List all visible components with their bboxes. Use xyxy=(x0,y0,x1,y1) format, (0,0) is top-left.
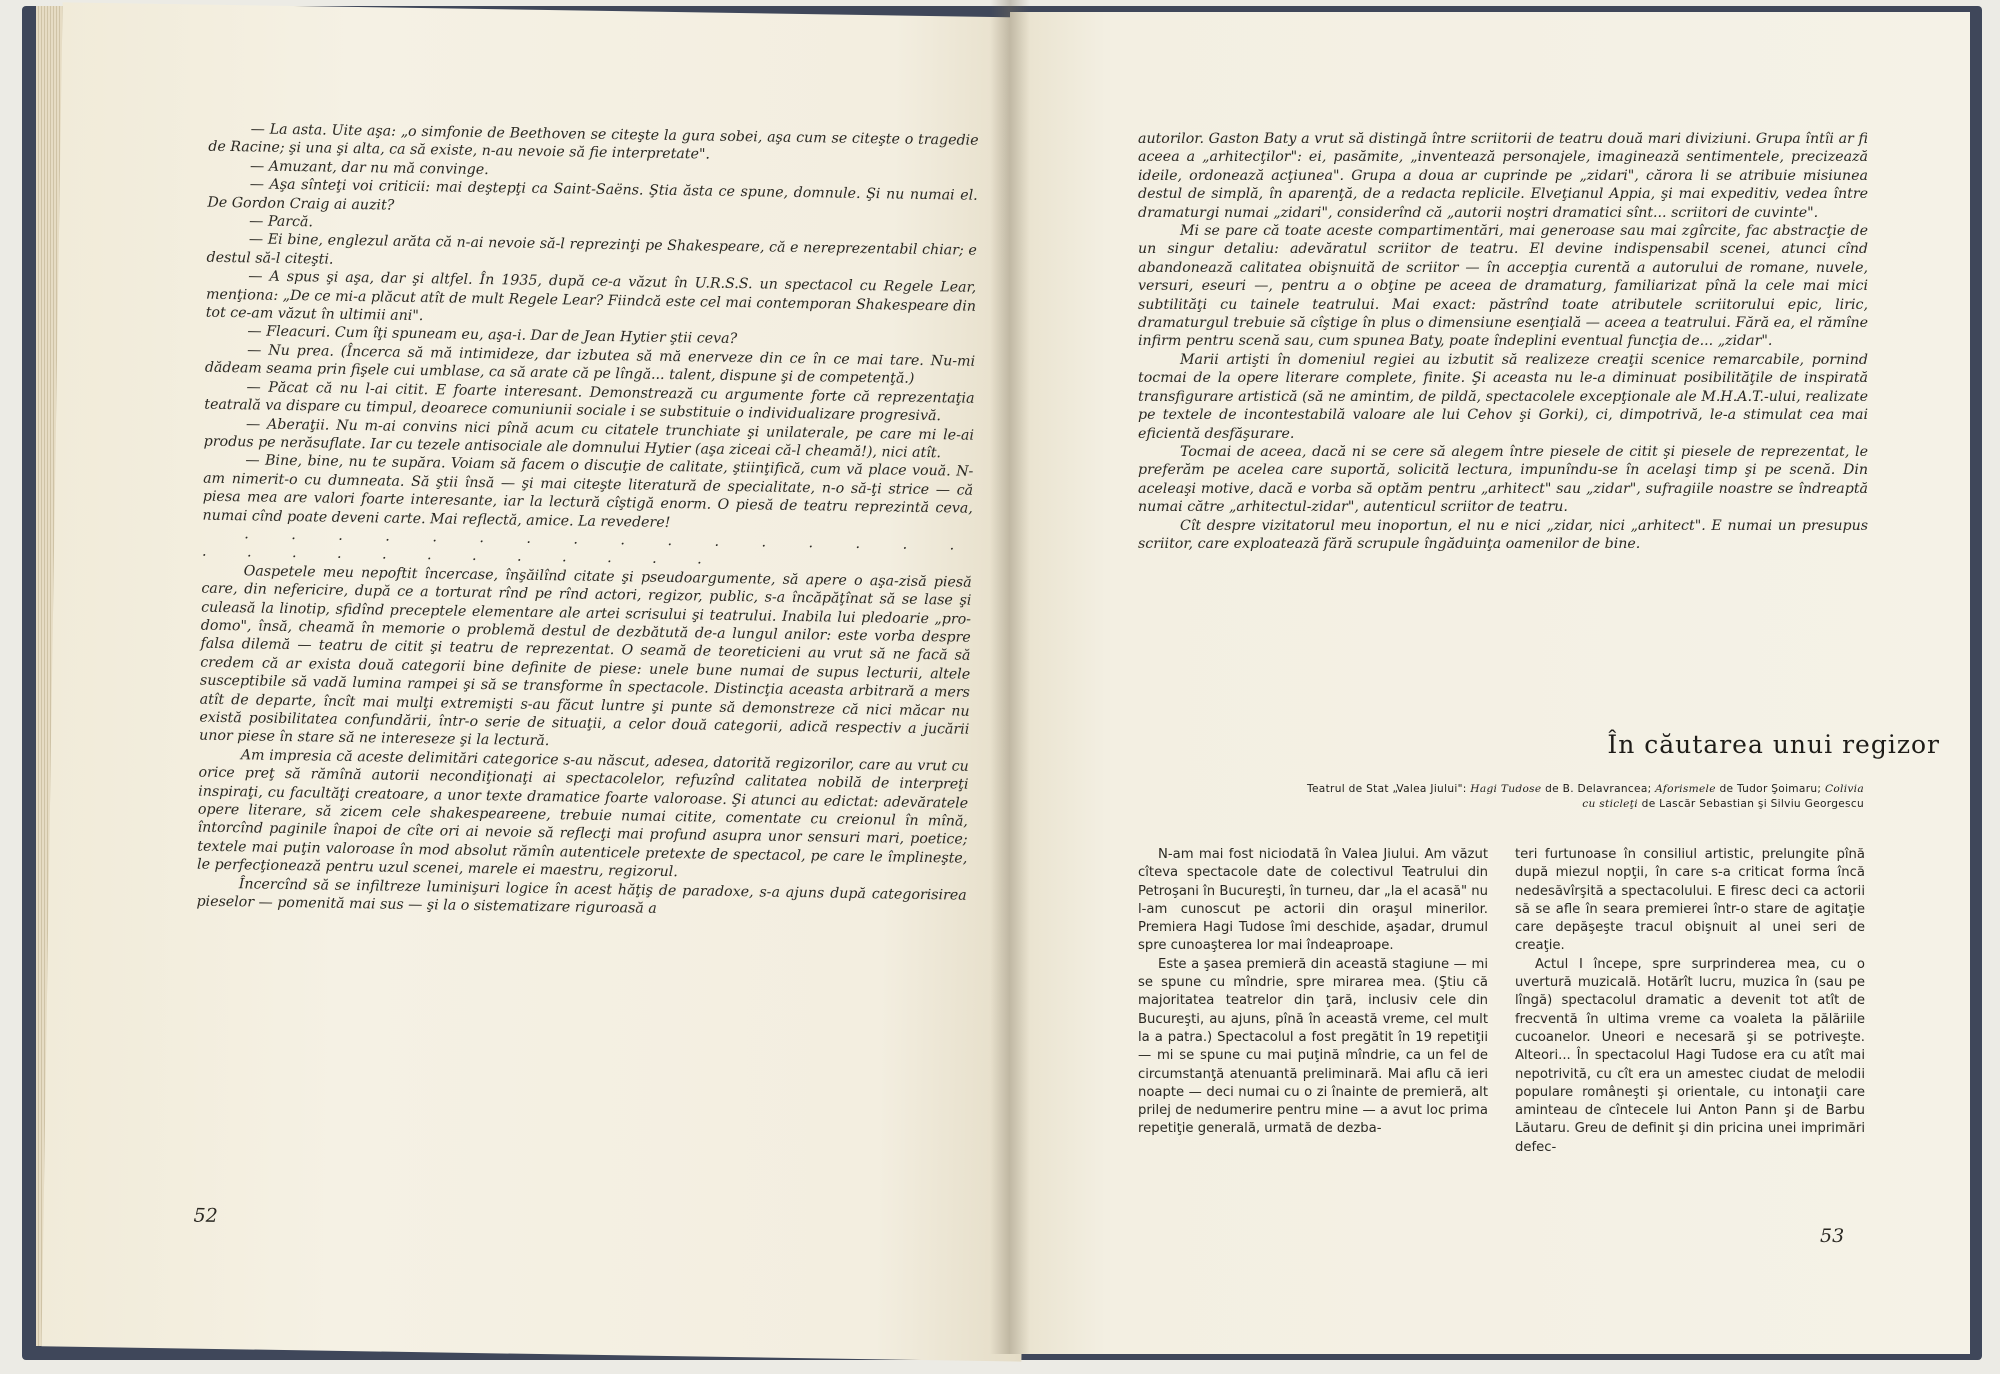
subtitle-play-title: Aforismele xyxy=(1655,783,1716,795)
right-page-text xyxy=(1138,130,1868,553)
dialogue-paragraph: — Fleacuri. Cum îţi spuneam eu, aşa-i. Dar de Jean Hytier ştii ceva? xyxy=(247,323,738,348)
page-number-right: 53 xyxy=(1820,1225,1845,1247)
article-paragraph: Actul I începe, spre surprinderea mea, cu o uvertură muzicală. Hotărît lucru, muzica în (sau pe lîngă) spectacolul dramatic a devenit tot atît de frecventă în ultima vreme ca voaleta la pălăriile cucoanelor. Uneori e necesară şi se potriveşte. Alteori... În spectacolul Hagi Tudose era cu atît mai nepotrivită, cu cît era un amestec ciudat de melodii populare româneşti şi orientale, cu intonaţii care aminteau de cîntecele lui Anton Pann şi de Barbu Lăutaru. Greu de definit şi din pricina unei imprimări defec- xyxy=(1515,956,1865,1155)
dialogue-paragraph: — Ei bine, englezul arăta că n-ai nevoie să-l reprezinţi pe Shakespeare, că e nereprezentabil chiar; e destul să-l citeşti. xyxy=(206,231,977,268)
body-paragraph: Încercînd să se infiltreze luminişuri logice în acest hăţiş de paradoxe, s-a ajuns după categorisirea pieselor — pomenită mai sus — şi la o sistematizare riguroasă a xyxy=(196,875,967,917)
dialogue-paragraph: — Amuzant, dar nu mă convinge. xyxy=(249,158,489,178)
body-paragraph: Tocmai de aceea, dacă ni se cere să alegem între piesele de citit şi piesele de reprezentat, le preferăm pe acelea care suportă, solicită lectura, impunîndu-se în acelaşi timp şi pe scenă. Din aceleaşi motive, dacă e vorba să optăm pentru „arhitect" sau „zidar", sufragiile noastre se îndreaptă numai către „arhitectul-zidar", autenticul scriitor de teatru. xyxy=(1138,443,1868,516)
subtitle-play-title: Colivia xyxy=(1824,783,1864,795)
article-title: În căutarea unui regizor xyxy=(1607,730,1940,759)
article-column-2 xyxy=(1515,846,1865,1157)
page-number-left: 52 xyxy=(193,1204,218,1227)
left-page-text xyxy=(196,120,978,923)
body-paragraph: Marii artişti în domeniul regiei au izbutit să realizeze creaţii scenice remarcabile, pornind tocmai de la opere literare complete, finite. Şi aceasta nu le-a diminuat posibilităţile de inspirată transfigurare artistică (să ne amintim, de pildă, spectacolele excepţionale ale M.H.A.T.-ului, realizate pe textele de incontestabilă valoare ale lui Cehov şi Gorki), ci, dimpotrivă, le-a stimulat cea mai eficientă desfăşurare. xyxy=(1138,351,1868,442)
body-paragraph: Am impresia că aceste delimitări categorice s-au născut, adesea, datorită regizorilor, care au vrut cu orice preţ să rămînă autorii necondiţionaţi ai spectacolelor, refuzînd calitatea nobilă de interpreţi inspiraţi, cu facultăţi creatoare, a unor texte dramatice foarte valoroase. Şi atunci au edictat: adevăratele opere literare, să zicem cele shakespeareene, trebuie numai citite, comentate cu creionul în mînă, întorcînd paginile înapoi de cîte ori ai nevoie să reflecţi mai profund asupra unor sensuri mari, poetice; textele mai puţin valoroase în mod absolut rămîn autenticele pretexte de spectacol, pe care le împlineşte, le perfecţionează pentru uzul scenei, marele ei maestru, regizorul. xyxy=(196,747,969,881)
dialogue-paragraph: — Aşa sînteţi voi criticii: mai deştepţi ca Saint-Saëns. Ştia ăsta ce spune, domnule. Şi nu numai el. De Gordon Craig ai auzit? xyxy=(207,176,978,214)
subtitle-play-title: Hagi Tudose xyxy=(1470,783,1542,795)
left-page xyxy=(42,2,1043,1361)
article-subtitle xyxy=(1132,782,1864,812)
dialogue-paragraph: — Aberaţii. Nu m-ai convins nici pînă acum cu citatele trunchiate şi unilaterale, pe care mi le-ai produs pe nerăsuflate. Iar cu tezele antisociale ale domnului Hytier (aşa ziceai că-l cheamă!), nici atît. xyxy=(203,415,975,462)
dialogue-paragraph: — La asta. Uite aşa: „o simfonie de Beethoven se citeşte la gura sobei, aşa cum se citeşte o tragedie de Racine; şi una şi alta, ca să existe, n-au nevoie să fie interpretate". xyxy=(208,121,979,163)
article-paragraph: N-am mai fost niciodată în Valea Jiului. Am văzut cîteva spectacole date de colectivul Teatrului din Petroşani în Bucureşti, în turneu, dar „la el acasă" nu l-am cunoscut pe actorii din oraşul minerilor. Premiera Hagi Tudose îmi deschide, aşadar, drumul spre cunoaşterea lor mai îndeaproape. xyxy=(1138,847,1488,954)
subtitle-play-title: cu sticleţi xyxy=(1582,798,1638,810)
subtitle-part: de Tudor Şoimaru; xyxy=(1715,783,1825,795)
dialogue-paragraph: — Nu prea. (Încerca să mă intimideze, dar izbutea să mă enerveze din ce în ce mai tare. Nu-mi dădeam seama prin fişele cui umblase, ca să arate că pe lîngă... talent, dispune şi de competenţă.) xyxy=(204,342,976,388)
right-page xyxy=(1010,12,1970,1354)
section-separator-dots: . . . . . . . . . . . . . . . . . . . . . . . . . . . . xyxy=(201,526,973,569)
dialogue-paragraph: — A spus şi aşa, dar şi altfel. În 1935, după ce-a văzut în U.R.S.S. un spectacol cu Regele Lear, menţiona: „De ce mi-a plăcut atît de mult Regele Lear? Fiindcă este cel mai contemporan Shakespeare din tot ce-am văzut în ultimii ani". xyxy=(205,268,977,325)
subtitle-part: de Lascăr Sebastian şi Silviu Georgescu xyxy=(1638,798,1864,810)
body-paragraph: Oaspetele meu nepoftit încercase, înşăilînd citate şi pseudoargumente, să apere o aşa-zisă piesă care, din nefericire, după ce a torturat rînd pe rînd actori, regizor, public, s-a încăpăţînat să se lase şi culeasă la linotip, sfidînd preceptele elementare ale artei scrisului şi teatrului. Inabila lui pledoarie „pro-domo", însă, cheamă în memorie o problemă destul de dezbătută de-a lungul anilor: este vorba despre falsa dilemă — teatru de citit şi teatru de reprezentat. O seamă de teoreticieni au vrut să ne facă să credem că ar exista două categorii bine definite de piese: unele bune numai de supus lecturii, altele susceptibile să vadă lumina rampei şi să se transforme în spectacole. Distincţia aceasta arbitrară a mers atît de departe, încît mai mulţi extremişti s-au făcut luntre şi punte să demonstreze că nici măcar nu există posibilitatea confundării, într-o serie de situaţii, a celor două categorii, adică respectiv a jucării unor piese în stare să ne intereseze şi la lectură. xyxy=(198,563,972,750)
subtitle-line-1 xyxy=(1132,782,1864,797)
body-paragraph: Cît despre vizitatorul meu inoportun, el nu e nici „zidar, nici „arhitect". E numai un presupus scriitor, care exploatează fără scrupule îngăduinţa oamenilor de bine. xyxy=(1138,517,1868,552)
dialogue-paragraph: — Bine, bine, nu te supăra. Voiam să facem o discuţie de calitate, ştiinţifică, cum vă place vouă. N-am nimerit-o cu dumneata. Să ştii însă — şi mai citeşte literatură de specialitate, n-o să-ţi strice — că piesa mea are valori foarte interesante, iar la lectură cîştigă enorm. O piesă de teatru reprezintă ceva, numai cînd poate deveni carte. Mai reflectă, amice. La revedere! xyxy=(202,452,974,531)
article-paragraph: Este a şasea premieră din această stagiune — mi se spune cu mîndrie, spre mirarea mea. (Ştiu că majoritatea teatrelor din ţară, inclusiv cele din Bucureşti, au ajuns, pînă în această vreme, cel mult la a patra.) Spectacolul a fost pregătit în 19 repetiţii — mi se spune cu mai puţină mîndrie, ca un fel de circumstanţă atenuantă preliminară. Mai aflu că ieri noapte — deci numai cu o zi înainte de premieră, alt prilej de nedumerire pentru mine — a avut loc prima repetiţie generală, urmată de dezba- xyxy=(1138,956,1488,1137)
subtitle-part: Teatrul de Stat „Valea Jiului": xyxy=(1307,783,1471,795)
subtitle-part: de B. Delavrancea; xyxy=(1541,783,1656,795)
dialogue-paragraph: — Păcat că nu l-ai citit. E foarte interesant. Demonstrează cu argumente forte că reprezentaţia teatrală va dispare cu timpul, deoarece comuniunii sociale i se substituie o individualizare progresivă. xyxy=(204,379,975,425)
subtitle-line-2 xyxy=(1132,797,1864,812)
body-paragraph: Mi se pare că toate aceste compartimentări, mai generoase sau mai zgîrcite, fac abstracţie de un singur detaliu: adevăratul scriitor de teatru. El devine indispensabil scenei, atunci cînd abandonează calitatea obişnuită de scriitor — în accepţia curentă a autorului de romane, nuvele, versuri, eseuri —, pentru a o obţine pe aceea de dramaturg, familiarizat pînă la cele mai mici subtilităţi cu tainele teatrului. Mai exact: păstrînd toate atributele scriitorului epic, liric, dramaturgul trebuie să cîştige în plus o dimensiune esenţială — aceea a teatrului. Fără ea, el rămîne infirm pentru scenă sau, cum spunea Baty, poate îndeplini eventual funcţia de... „zidar". xyxy=(1138,223,1868,350)
dialogue-paragraph: — Parcă. xyxy=(249,213,314,231)
article-column-1 xyxy=(1138,846,1488,1139)
article-paragraph: teri furtunoase în consiliul artistic, prelungite pînă după miezul nopţii, în care s-a criticat forma încă nedesăvîrşită a spectacolului. E firesc deci ca actorii să se afle în seara premierei într-o stare de agitaţie care depăşeşte tracul obişnuit al unei seri de creaţie. xyxy=(1515,847,1865,954)
body-paragraph: autorilor. Gaston Baty a vrut să distingă între scriitorii de teatru două mari diviziuni. Grupa întîi ar fi aceea a „arhitecţilor": ei, pasămite, „inventează personajele, imaginează sentimentele, precizează ideile, ordonează acţiunea". Grupa a doua ar cuprinde pe „zidari", cărora li se atribuie misiunea destul de simplă, în aparenţă, de a redacta replicile. Elveţianul Appia, şi mai expeditiv, vedea între dramaturgi numai „zidari", considerînd că „autorii noştri dramatici sînt... scriitori de cuvinte". xyxy=(1138,131,1868,221)
